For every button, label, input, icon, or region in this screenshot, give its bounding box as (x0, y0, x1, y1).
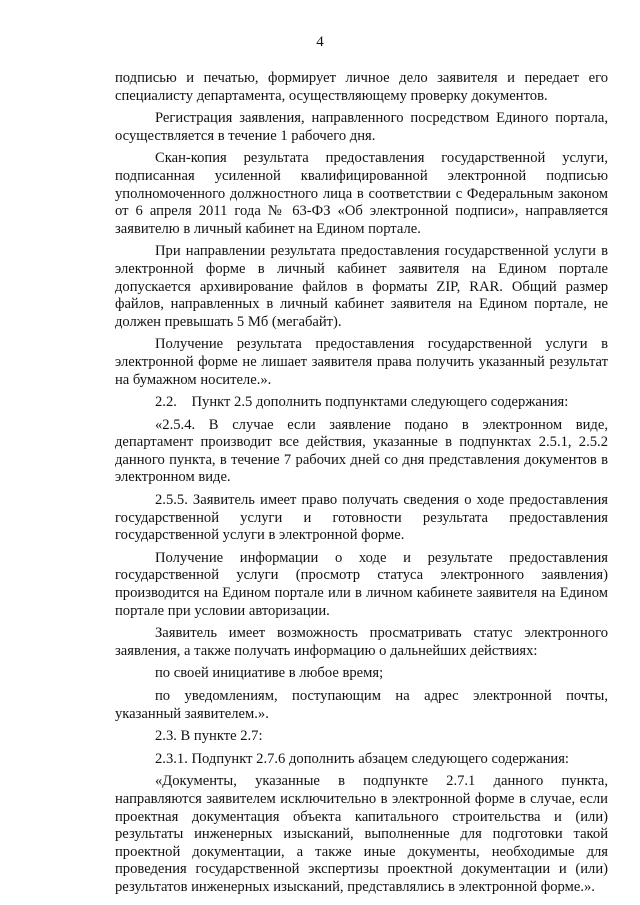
paragraph: 2.5.5. Заявитель имеет право получать сведения о ходе предоставления государственной услуги и готовности результата предоставления государственной услуги в электронной форме. (115, 492, 608, 544)
paragraph: 2.3.1. Подпункт 2.7.6 дополнить абзацем следующего содержания: (155, 750, 569, 767)
paragraph: по уведомлениям, поступающим на адрес электронной почты, указанный заявителем.». (115, 688, 608, 722)
paragraph: «2.5.4. В случае если заявление подано в электронном виде, департамент производит все действия, указанные в подпунктах 2.5.1, 2.5.2 данного пункта, в течение 7 рабочих дней со дня представления документов в электронном виде. (115, 416, 608, 486)
paragraph: Скан-копия результата предоставления государственной услуги, подписанная усиленной квалифицированной электронной подписью уполномоченного должностного лица в соответствии с Федеральным законом от 6 апреля 2011 года № 63-ФЗ «Об электронной подписи», направляется заявителю в личный кабинет на Едином портале. (115, 150, 608, 237)
paragraph: 2.2. Пункт 2.5 дополнить подпунктами следующего содержания: (155, 394, 569, 411)
paragraph: по своей инициативе в любое время; (155, 665, 384, 682)
document-body (115, 70, 608, 902)
paragraph: подписью и печатью, формирует личное дело заявителя и передает его специалисту департамента, осуществляющему проверку документов. (115, 70, 608, 104)
paragraph: Регистрация заявления, направленного посредством Единого портала, осуществляется в течение 1 рабочего дня. (115, 110, 608, 144)
paragraph: Получение результата предоставления государственной услуги в электронной форме не лишает заявителя права получить указанный результат на бумажном носителе.». (115, 336, 608, 388)
paragraph: Заявитель имеет возможность просматривать статус электронного заявления, а также получать информацию о дальнейших действиях: (115, 625, 608, 659)
paragraph: При направлении результата предоставления государственной услуги в электронной форме в личный кабинет заявителя на Едином портале допускается архивирование файлов в форматы ZIP, RAR. Общий размер файлов, направленных в личный кабинет заявителя на Едином портале, не должен превышать 5 Мб (мегабайт). (115, 243, 608, 330)
paragraph: 2.3. В пункте 2.7: (155, 728, 263, 745)
paragraph: «Документы, указанные в подпункте 2.7.1 данного пункта, направляются заявителем исключительно в электронной форме в случае, если проектная документация объекта капитального строительства и (или) результаты инженерных изысканий, выполненные для подготовки такой проектной документации, а также иные документы, необходимые для проведения государственной экспертизы проектной документации и (или) результатов инженерных изысканий, представлялись в электронной форме.». (115, 773, 608, 895)
paragraph: Получение информации о ходе и результате предоставления государственной услуги (просмотр статуса электронного заявления) производится на Едином портале или в личном кабинете заявителя на Едином портале при условии авторизации. (115, 549, 608, 619)
page-number: 4 (316, 34, 324, 50)
